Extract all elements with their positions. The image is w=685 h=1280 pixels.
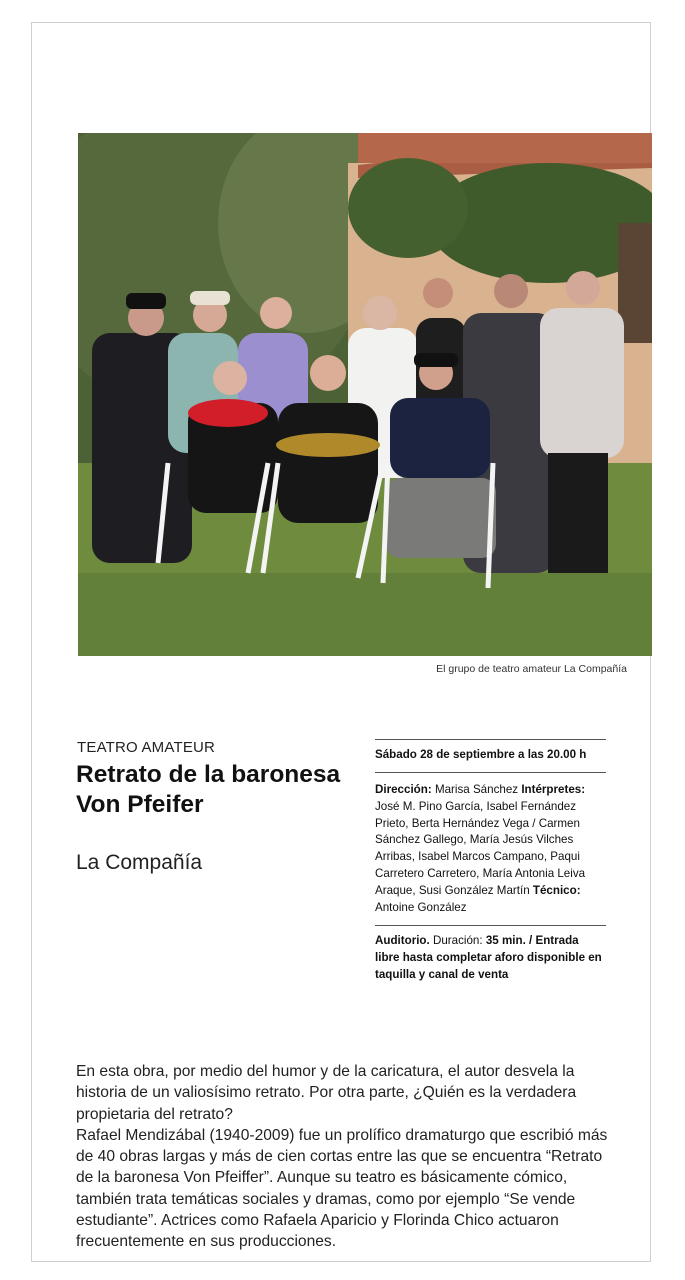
direccion-value: Marisa Sánchez: [434, 783, 519, 796]
direccion-label: Dirección:: [375, 783, 432, 796]
divider-credits: [375, 772, 606, 773]
category-label: TEATRO AMATEUR: [77, 739, 216, 756]
photo-caption: El grupo de teatro amateur La Compañía: [436, 663, 627, 675]
interpretes-label: Intérpretes:: [521, 783, 586, 796]
interpretes-value: José M. Pino García, Isabel Fernández Prieto, Berta Hernández Vega / Carmen Sánchez Gallego, María Jesús Vilches Arribas, Isabel Marcos Campano, Paqui Carretero Carretero, María Antonia Leiva Araque, Susi González Martín: [375, 799, 586, 897]
company-name: La Compañía: [76, 851, 203, 874]
duration-label: Duración:: [432, 934, 483, 947]
event-title: Retrato de la baronesa Von Pfeifer: [76, 761, 341, 818]
venue-place: Auditorio.: [375, 934, 430, 947]
credits-block: [375, 782, 606, 916]
description: [76, 1061, 616, 1253]
group-photo: [78, 133, 652, 656]
duration-value: 35 min. / Entrada libre hasta completar aforo disponible en taquilla y canal de venta: [375, 934, 602, 981]
group-portrait-image: [78, 133, 652, 656]
schedule-text: Sábado 28 de septiembre a las 20.00 h: [375, 748, 587, 761]
divider-top: [375, 739, 606, 740]
tecnico-value: Antoine González: [375, 900, 467, 914]
description-paragraph-2: Rafael Mendizábal (1940-2009) fue un prolífico dramaturgo que escribió más de 40 obras largas y más de cien cortas entre las que se encuentra “Retrato de la baronesa Von Pfeiffer”. Aunque su teatro es básicamente cómico, también trata temáticas sociales y dramas, como por ejemplo “Se vende estudiante”. Actrices como Rafaela Aparicio y Florinda Chico actuaron frecuentemente en sus producciones.: [76, 1126, 608, 1251]
venue-block: [375, 933, 606, 983]
description-paragraph-1: En esta obra, por medio del humor y de la caricatura, el autor desvela la historia de un valiosísimo retrato. Por otra parte, ¿Quién es la verdadera propietaria del retrato?: [76, 1063, 577, 1123]
divider-venue: [375, 925, 606, 926]
tecnico-label: Técnico:: [532, 883, 581, 897]
